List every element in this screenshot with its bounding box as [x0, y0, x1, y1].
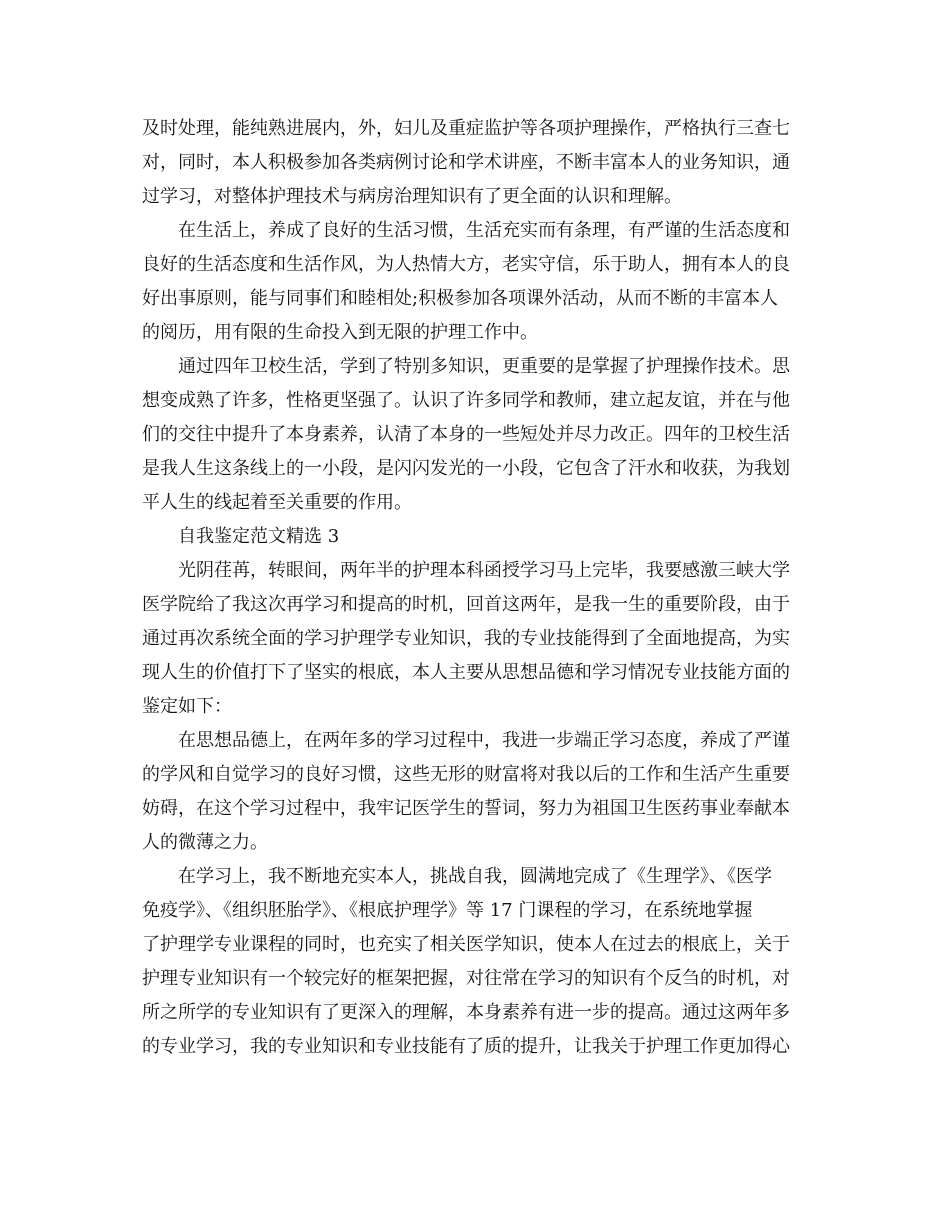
text-line: 过学习，对整体护理技术与病房治理知识有了更全面的认识和理解。 — [142, 186, 682, 207]
text-line: 平人生的线起着至关重要的作用。 — [142, 492, 412, 513]
text-line: 想变成熟了许多，性格更坚强了。认识了许多同学和教师，建立起友谊，并在与他 — [142, 390, 790, 411]
text-line: 妨碍，在这个学习过程中，我牢记医学生的誓词，努力为祖国卫生医药事业奉献本 — [142, 798, 790, 819]
text-line: 免疫学》、《组织胚胎学》、《根底护理学》等 17 门课程的学习，在系统地掌握 — [142, 900, 753, 921]
text-line: 良好的生活态度和生活作风，为人热情大方，老实守信，乐于助人，拥有本人的良 — [142, 254, 790, 275]
document-body — [142, 112, 812, 1064]
paragraph-start-line: 通过四年卫校生活，学到了特别多知识，更重要的是掌握了护理操作技术。思 — [178, 356, 790, 377]
text-line: 医学院给了我这次再学习和提高的时机，回首这两年，是我一生的重要阶段，由于 — [142, 594, 790, 615]
section-heading: 自我鉴定范文精选 3 — [178, 526, 340, 547]
paragraph-start-line: 在生活上，养成了良好的生活习惯，生活充实而有条理，有严谨的生活态度和 — [178, 220, 790, 241]
text-line: 的学风和自觉学习的良好习惯，这些无形的财富将对我以后的工作和生活产生重要 — [142, 764, 790, 785]
text-line: 鉴定如下： — [142, 696, 232, 717]
text-line: 好出事原则，能与同事们和睦相处;积极参加各项课外活动，从而不断的丰富本人 — [142, 288, 779, 309]
text-line: 所之所学的专业知识有了更深入的理解，本身素养有进一步的提高。通过这两年多 — [142, 1002, 790, 1023]
text-line: 现人生的价值打下了坚实的根底，本人主要从思想品德和学习情况专业技能方面的 — [142, 662, 790, 683]
text-line: 通过再次系统全面的学习护理学专业知识，我的专业技能得到了全面地提高，为实 — [142, 628, 790, 649]
text-line: 的专业学习，我的专业知识和专业技能有了质的提升，让我关于护理工作更加得心 — [142, 1036, 790, 1057]
text-line: 护理专业知识有一个较完好的框架把握，对往常在学习的知识有个反刍的时机，对 — [142, 968, 790, 989]
text-line: 及时处理，能纯熟进展内，外，妇儿及重症监护等各项护理操作，严格执行三查七 — [142, 118, 790, 139]
text-line: 是我人生这条线上的一小段，是闪闪发光的一小段，它包含了汗水和收获，为我划 — [142, 458, 790, 479]
paragraph-start-line: 光阴荏苒，转眼间，两年半的护理本科函授学习马上完毕，我要感激三峡大学 — [178, 560, 790, 581]
paragraph-start-line: 在学习上，我不断地充实本人，挑战自我，圆满地完成了《生理学》、《医学 — [178, 866, 772, 887]
text-line: 了护理学专业课程的同时，也充实了相关医学知识，使本人在过去的根底上，关于 — [142, 934, 790, 955]
text-line: 们的交往中提升了本身素养，认清了本身的一些短处并尽力改正。四年的卫校生活 — [142, 424, 790, 445]
text-line: 对，同时，本人积极参加各类病例讨论和学术讲座，不断丰富本人的业务知识，通 — [142, 152, 790, 173]
text-line: 的阅历，用有限的生命投入到无限的护理工作中。 — [142, 322, 538, 343]
paragraph-start-line: 在思想品德上，在两年多的学习过程中，我进一步端正学习态度，养成了严谨 — [178, 730, 790, 751]
text-line: 人的微薄之力。 — [142, 832, 268, 853]
